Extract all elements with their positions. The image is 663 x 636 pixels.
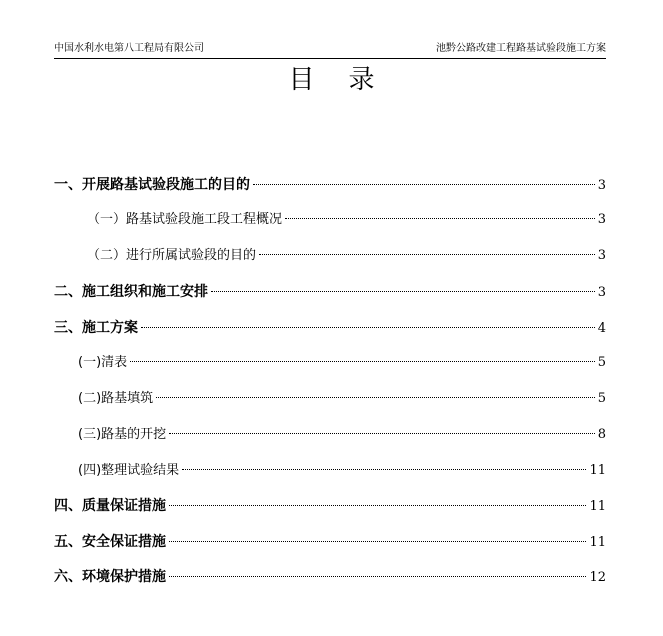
toc-entry[interactable] xyxy=(78,389,606,409)
toc-entry-page: 3 xyxy=(597,248,606,263)
toc-entry-page: 12 xyxy=(589,570,606,585)
toc-entry-label: （一）路基试验段施工段工程概况 xyxy=(87,212,283,227)
toc-entry[interactable] xyxy=(54,318,606,338)
toc-leader-dots xyxy=(169,505,586,506)
toc-entry-label: 五、安全保证措施 xyxy=(54,534,166,550)
toc-entry[interactable] xyxy=(54,175,606,195)
toc-entry-page: 3 xyxy=(597,212,606,227)
toc-entry-page: 3 xyxy=(597,178,606,193)
toc-entry[interactable] xyxy=(87,210,606,230)
toc-entry[interactable] xyxy=(54,532,606,552)
toc-entry-page: 4 xyxy=(597,321,606,336)
toc-entry-label: (一)清表 xyxy=(78,355,128,370)
toc-leader-dots xyxy=(169,541,586,542)
page-header xyxy=(54,42,606,59)
toc-entry[interactable] xyxy=(54,496,606,516)
toc-leader-dots xyxy=(211,291,595,292)
toc-entry-page: 11 xyxy=(589,535,606,550)
toc-leader-dots xyxy=(169,576,586,577)
toc-leader-dots xyxy=(141,327,595,328)
toc-entry-page: 11 xyxy=(589,499,606,514)
toc-leader-dots xyxy=(130,361,595,362)
toc-entry-label: (四)整理试验结果 xyxy=(78,463,180,478)
toc-entry-page: 3 xyxy=(597,285,606,300)
toc-entry-label: 二、施工组织和施工安排 xyxy=(54,284,208,300)
toc-entry-label: （二）进行所属试验段的目的 xyxy=(87,248,257,263)
toc-entry-label: 六、环境保护措施 xyxy=(54,569,166,585)
toc-leader-dots xyxy=(156,397,595,398)
header-company: 中国水利水电第八工程局有限公司 xyxy=(54,43,204,54)
toc-entry[interactable] xyxy=(87,246,606,266)
toc-entry-label: (二)路基填筑 xyxy=(78,391,154,406)
toc-title: 目录 xyxy=(288,65,409,95)
toc-entry-page: 8 xyxy=(597,427,606,442)
toc-entry-label: 一、开展路基试验段施工的目的 xyxy=(54,177,250,193)
toc-entry-label: 四、质量保证措施 xyxy=(54,498,166,514)
toc-leader-dots xyxy=(285,218,595,219)
toc-entry[interactable] xyxy=(54,567,606,587)
toc-entry[interactable] xyxy=(78,353,606,373)
toc-entry[interactable] xyxy=(78,425,606,445)
toc-entry-page: 5 xyxy=(597,355,606,370)
toc-entry-page: 11 xyxy=(589,463,606,478)
toc-leader-dots xyxy=(182,469,586,470)
toc-entry[interactable] xyxy=(78,461,606,481)
toc-entry[interactable] xyxy=(54,282,606,302)
toc-entry-label: (三)路基的开挖 xyxy=(78,427,167,442)
toc-leader-dots xyxy=(253,184,595,185)
header-project: 池黔公路改建工程路基试验段施工方案 xyxy=(436,43,606,54)
toc-entry-label: 三、施工方案 xyxy=(54,320,138,336)
toc-leader-dots xyxy=(259,254,595,255)
toc-leader-dots xyxy=(169,433,595,434)
toc-entry-page: 5 xyxy=(597,391,606,406)
